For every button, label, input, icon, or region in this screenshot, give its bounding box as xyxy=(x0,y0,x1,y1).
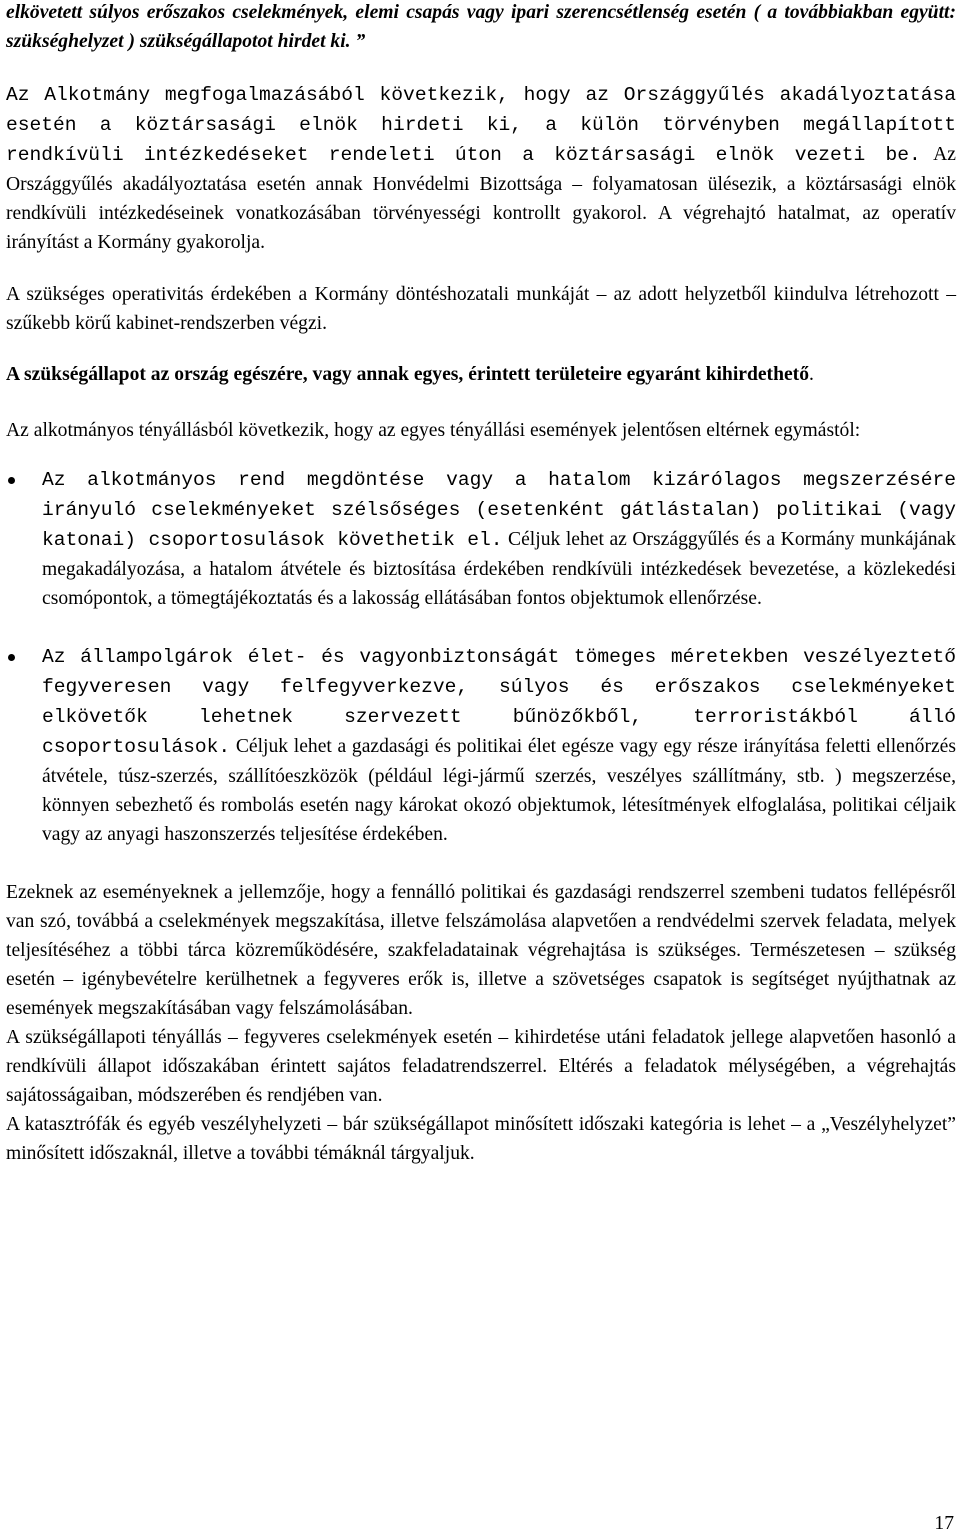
katasztrofak-paragraph: A katasztrófák és egyéb veszélyhelyzeti – bár szükségállapot minősített időszaki kategória is lehet – a „Veszélyhelyzet” minősített időszaknál, illetve a további témáknál tárgyaljuk. xyxy=(6,1114,956,1164)
list-item xyxy=(6,465,956,613)
bullet-serif-text: Céljuk lehet a gazdasági és politikai élet egésze vagy egy része irányítása feletti ellenőrzés átvétele, túsz-szerzés, szállítóeszközök (például légi-jármű szerzés, veszélyes szállítmány, stb. ) megszerzése, könnyen sebezhető és rombolás esetén nagy károkat okozó objektumok, létesítmények elfoglalása, politikai céljaik vagy az anyagi haszonszerzés teljesítése érdekében. xyxy=(42,736,956,845)
operativitas-paragraph: A szükséges operativitás érdekében a Kormány döntéshozatali munkáját – az adott helyzetből kiindulva létrehozott – szűkebb körű kabinet-rendszerben végzi. xyxy=(6,284,956,334)
intro-paragraph: elkövetett súlyos erőszakos cselekmények, elemi csapás vagy ipari szerencsétlenség esetén ( a továbbiakban együtt: szükséghelyzet ) szükségállapotot hirdet ki. ” xyxy=(6,2,956,52)
bullet-icon xyxy=(8,654,15,661)
ezeknek-paragraph: Ezeknek az eseményeknek a jellemzője, hogy a fennálló politikai és gazdasági rendszerrel szembeni tudatos fellépésről van szó, továbbá a cselekmények megszakítása, illetve felszámolása alapvetően a rendvédelmi szervek feladata, melyek teljesítéséhez a többi tárca közreműködésére, szakfeladatainak végrehajtása is szükséges. Természetesen – szükség esetén – igénybevételre kerülhetnek a fegyveres erők is, illetve a szövetséges csapatok is segítséget nyújthatnak az események megszakításában vagy felszámolásában. xyxy=(6,882,956,1019)
fegyveres-paragraph: A szükségállapoti tényállás – fegyveres cselekmények esetén – kihirdetése utáni feladatok jellege alapvetően hasonló a rendkívüli állapot időszakában érintett sajátos feladatrendszerrel. Eltérés a feladatok mélységében, a végrehajtás sajátosságaiban, módszerében és rendjében van. xyxy=(6,1027,956,1106)
tenyallas-paragraph: Az alkotmányos tényállásból következik, hogy az egyes tényállási események jelentősen eltérnek egymástól: xyxy=(6,420,861,441)
bullet-serif-text: Céljuk lehet az Országgyűlés és a Kormány munkájának megakadályozása, a hatalom átvétele és biztosítása érdekében rendkívüli intézkedések bevezetése, a közlekedési csomópontok, a tömegtájékoztatás és a lakosság ellátásában fontos objektumok ellenőrzése. xyxy=(42,529,956,609)
bullet-icon xyxy=(8,477,15,484)
page-number: 17 xyxy=(934,1513,954,1534)
bullet-courier-text: Az állampolgárok élet- és vagyonbiztonságát tömeges méretekben veszélyeztető fegyveresen vagy felfegyverkezve, súlyos és erőszakos cselekményeket elkövetők lehetnek szervezett bűnözőkből, terroristákból álló csoportosulások. xyxy=(42,646,956,758)
bullet-courier-text: Az alkotmányos rend megdöntése vagy a hatalom kizárólagos megszerzésére irányuló cselekményeket szélsőséges (esetenként gátlástalan) politikai (vagy katonai) csoportosulások követhetik el. xyxy=(42,469,956,551)
alkotmany-courier-text: Az Alkotmány megfogalmazásából következik, hogy az Országgyűlés akadályoztatása esetén a köztársasági elnök hirdeti ki, a külön törvényben megállapított rendkívüli intézkedéseket rendeleti úton a köztársasági elnök vezeti be. xyxy=(6,84,956,166)
alkotmany-paragraph xyxy=(6,80,956,257)
event-bullet-list xyxy=(6,465,956,849)
document-page xyxy=(6,0,956,1168)
szuksegallapot-bold-text: A szükségállapot az ország egészére, vagy annak egyes, érintett területeire egyaránt kihirdethető xyxy=(6,364,809,385)
szuksegallapot-tail: . xyxy=(809,364,814,385)
szuksegallapot-paragraph xyxy=(6,360,956,389)
alkotmany-serif-text: Az Országgyűlés akadályoztatása esetén annak Honvédelmi Bizottsága – folyamatosan ülésezik, a köztársasági elnök rendkívüli intézkedéseinek vonatkozásában törvényességi kontrollt gyakorol. A végrehajtó hatalmat, az operatív irányítást a Kormány gyakorolja. xyxy=(6,144,956,253)
list-item xyxy=(6,642,956,849)
